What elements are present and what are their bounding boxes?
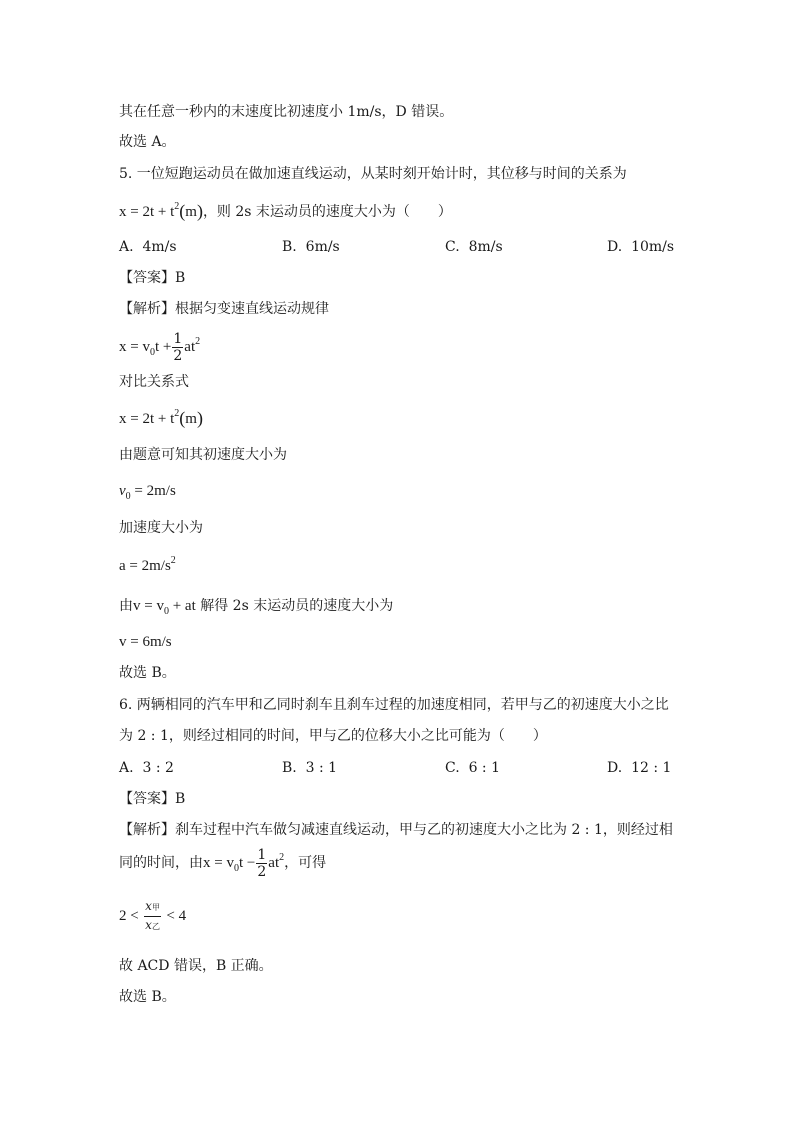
option-b: B. 3 : 1	[282, 760, 338, 776]
option-c: C. 8m/s	[445, 239, 503, 255]
answer-value: B	[175, 791, 186, 807]
formula-compare: $x = 2t + t^2(m)$	[119, 408, 203, 428]
stem-tail: ，则 2s 末运动员的速度大小为（ ）	[202, 204, 452, 220]
text-line: 加速度大小为	[119, 520, 203, 536]
answer-line	[119, 789, 185, 809]
text-line: 由题意可知其初速度大小为	[119, 447, 287, 463]
question-6-stem: 6. 两辆相同的汽车甲和乙同时刹车且刹车过程的加速度相同，若甲与乙的初速度大小之比	[119, 697, 669, 713]
analysis-line: 【解析】根据匀变速直线运动规律	[119, 301, 329, 317]
formula-v0: $v_0 = 2m/s$	[119, 483, 176, 502]
analysis-tag: 【解析】	[119, 822, 175, 838]
text-line: 故选 B。	[119, 665, 176, 681]
option-c: C. 6 : 1	[445, 760, 501, 776]
option-a: A. 4m/s	[119, 239, 177, 255]
question-5-equation-line	[119, 201, 452, 224]
formula-ratio-inequality: 2 < $\frac{\text{x甲}}{\text{x乙}}$ < 4	[119, 898, 187, 932]
formula-v-result: v = 6m/s	[119, 634, 172, 650]
displacement-equation: $x = 2t + t^2(m)$	[119, 201, 203, 221]
text-line: 其在任意一秒内的末速度比初速度小 1m/s，D 错误。	[119, 104, 454, 120]
text-line: 故 ACD 错误，B 正确。	[119, 958, 273, 974]
analysis-line: 【解析】刹车过程中汽车做匀减速直线运动，甲与乙的初速度大小之比为 2 : 1，则经过相	[119, 822, 673, 838]
formula-kinematics: $x = v_0t$ + $\frac{1}{2}$ $at^2$	[119, 330, 201, 364]
answer-value: B	[175, 270, 186, 286]
question-5-stem: 5. 一位短跑运动员在做加速直线运动，从某时刻开始计时，其位移与时间的关系为	[119, 166, 627, 182]
option-a: A. 3 : 2	[119, 760, 174, 776]
formula-accel: $a = 2m/s^2$	[119, 555, 176, 574]
answer-tag: 【答案】	[119, 791, 175, 807]
option-d: D. 12 : 1	[607, 760, 672, 776]
option-b: B. 6m/s	[282, 239, 340, 255]
solve-line: 由$v = v_0$ + at 解得 2s 末运动员的速度大小为	[119, 598, 394, 617]
question-6-stem: 为 2 : 1，则经过相同的时间，甲与乙的位移大小之比可能为（ ）	[119, 728, 547, 744]
answer-line	[119, 268, 185, 288]
option-d: D. 10m/s	[607, 239, 675, 255]
text-line: 故选 A。	[119, 134, 176, 150]
answer-tag: 【答案】	[119, 270, 175, 286]
analysis-tag: 【解析】	[119, 301, 175, 317]
analysis-line-2: 同的时间，由$x = v_0t$ − $\frac{1}{2}$ $at^2$，可得	[119, 846, 327, 880]
text-line: 对比关系式	[119, 374, 189, 390]
text-line: 故选 B。	[119, 989, 176, 1005]
